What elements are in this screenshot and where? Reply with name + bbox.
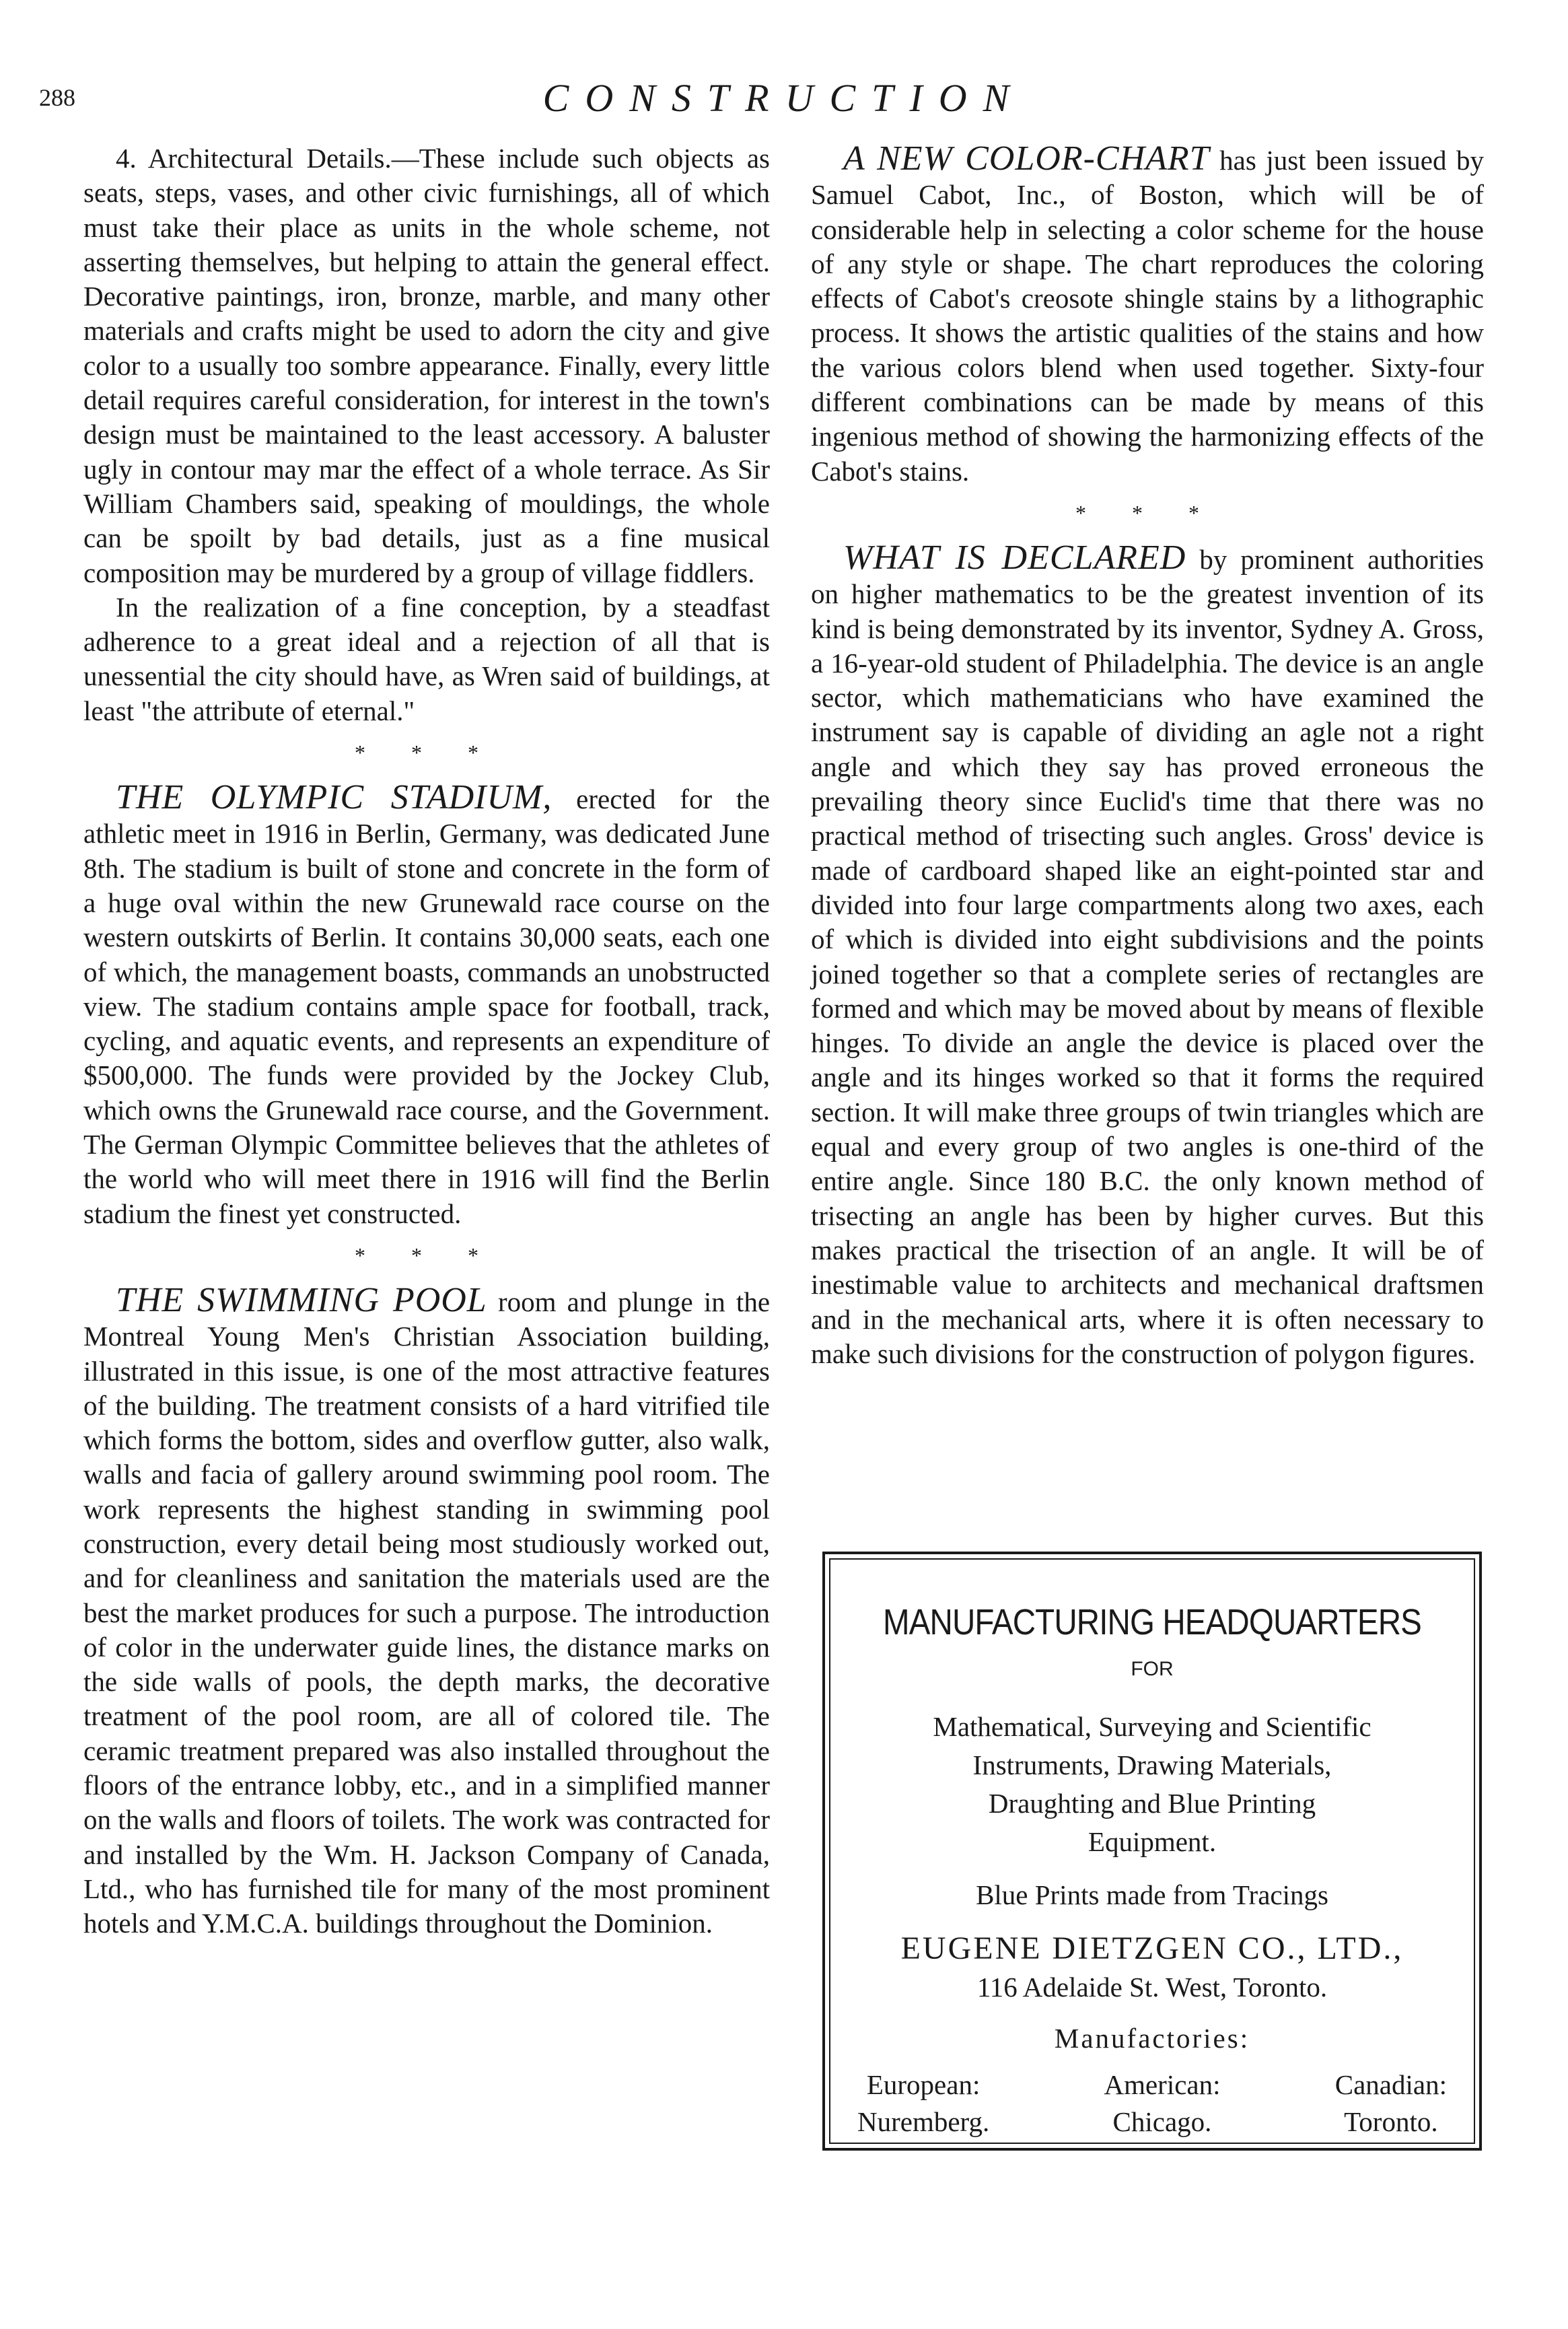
ad-for: FOR [1131,1658,1174,1680]
ad-factories [830,2066,1474,2141]
dietzgen-advertisement [822,1552,1482,2151]
ad-manufactories-label: Manufactories: [1054,2023,1250,2054]
ad-company-name: EUGENE DIETZGEN CO., LTD., [900,1931,1404,1966]
page-number: 288 [39,84,75,111]
section-separator: * * * [1075,500,1219,525]
ad-headline: MANUFACTURING HEADQUARTERS [882,1602,1422,1642]
factory-canadian [1335,2066,1447,2141]
factory-label: European: [866,2069,981,2100]
ad-address: 116 Adelaide St. West, Toronto. [976,1972,1328,2003]
left-column [83,141,770,1941]
article-body: room and plunge in the Montreal Young Men's Christian Association building, illustrated in this issue, is one of the most attractive features of the building. The treatment consists of a hard vitrified tile which forms the bottom, sides and overflow gutter, also walk, walls and facia of gallery around swimming pool room. The work represents the highest standing in swimming pool construction, every detail being most studiously worked out, and for cleanliness and sanitation the materials used are the best the market produces for such a purpose. The introduction of color in the underwater guide lines, the distance marks on the side walls of pools, the depth marks, the decorative treatment of the pool room, are all of colored tile. The ceramic treatment prepared was also installed throughout the floors of the entrance lobby, etc., and in a simplified manner on the walls and floors of toilets. The work was contracted for and installed by the Wm. H. Jackson Company of Canada, Ltd., who has furnished tile for many of the most prominent hotels and Y.M.C.A. buildings throughout the Dominion. [83,1286,771,1939]
advertisement-inner-frame [829,1558,1475,2144]
article-architectural-conclusion: In the realization of a fine conception, by a steadfast adherence to a great ideal and a rejection of all that is unessential the city should have, as Wren said of buildings, at least "the attribute of eternal." [83,591,770,726]
section-separator: * * * [355,740,499,765]
factory-european [857,2066,989,2141]
article-lead: WHAT IS DECLARED [843,538,1186,577]
factory-label: Canadian: [1334,2069,1447,2100]
article-color-chart [811,141,1484,489]
article-lead: THE SWIMMING POOL [116,1280,487,1319]
ad-product-line: Draughting and Blue Printing [988,1788,1316,1819]
factory-city: Nuremberg. [857,2106,990,2137]
ad-product-line: Mathematical, Surveying and Scientific [933,1711,1371,1742]
ad-product-line: Equipment. [1088,1826,1217,1857]
ad-blueprints: Blue Prints made from Tracings [976,1879,1328,1910]
article-lead: A NEW COLOR-CHART [843,139,1210,178]
article-angle-sector [811,538,1485,1371]
factory-city: Chicago. [1112,2106,1212,2137]
article-architectural-details: 4. Architectural Details.—These include such objects as seats, steps, vases, and other civic furnishings, all of which must take their place as units in the whole scheme, not asserting themselves, but helping to attain the general effect. Decorative paintings, iron, bronze, marble, and many other materials and crafts might be used to adorn the city and give color to a usually too sombre appearance. Finally, every little detail requires careful consideration, for interest in the town's design must be maintained to the least accessory. A baluster ugly in contour may mar the effect of a whole terrace. As Sir William Chambers said, speaking of mouldings, the whole can be spoilt by bad details, just as a fine musical composition may be murdered by a group of village fiddlers. [83,143,770,588]
article-swimming-pool [83,1280,771,1941]
right-column [811,141,1484,1371]
running-title: CONSTRUCTION [542,76,1026,120]
section-separator: * * * [355,1243,499,1267]
ad-product-line: Instruments, Drawing Materials, [972,1749,1332,1780]
factory-american [1104,2066,1220,2141]
article-lead: THE OLYMPIC STADIUM, [116,778,553,817]
article-body: erected for the athletic meet in 1916 in Berlin, Germany, was dedicated June 8th. The stadium is built of stone and concrete in the form of a huge oval within the new Grunewald race course on the western outskirts of Berlin. It contains 30,000 seats, each one of which, the management boasts, commands an unobstructed view. The stadium contains ample space for football, track, cycling, and aquatic events, and represents an expenditure of $500,000. The funds were provided by the Jockey Club, which owns the Grunewald race course, and the Government. The German Olympic Committee believes that the athletes of the world who will meet there in 1916 will find the Berlin stadium the finest yet constructed. [83,784,770,1229]
ad-products [830,1708,1474,1861]
article-body: has just been issued by Samuel Cabot, Inc., of Boston, which will be of considerable help in selecting a color scheme for the house of any style or shape. The chart reproduces the coloring effects of Cabot's creosote shingle stains by a lithographic process. It shows the artistic qualities of the stains and how the various colors blend when used together. Sixty-four different combinations can be made by means of this ingenious method of showing the harmonizing effects of the Cabot's stains. [811,145,1485,487]
factory-label: American: [1104,2069,1221,2100]
article-body: by prominent authorities on higher mathematics to be the greatest invention of its kind is being demonstrated by its inventor, Sydney A. Gross, a 16-year-old student of Philadelphia. The device is an angle sector, which mathematicians who have examined the instrument say is capable of dividing an agle not a right angle and which they say has proved erroneous the prevailing theory since Euclid's time that there was no practical method of trisecting such angles. Gross' device is made of cardboard shaped like an eight-pointed star and divided into four large compartments along two axes, each of which is divided into eight subdivisions and the points joined together so that a complete series of rectangles are formed and which may be moved about by means of flexible hinges. To divide an angle the device is placed over the angle and its hinges worked so that it forms the required section. It will make three groups of twin triangles which are equal and every group of two angles is one-third of the entire angle. Since 180 B.C. the only known method of trisecting an angle has been by higher curves. But this makes practical the trisection of an angle. It will be of inestimable value to architects and mechanical draftsmen and in the mechanical arts, where it is often necessary to make such divisions for the construction of polygon figures. [811,543,1485,1369]
article-olympic-stadium [83,780,770,1231]
factory-city: Toronto. [1344,2106,1438,2137]
